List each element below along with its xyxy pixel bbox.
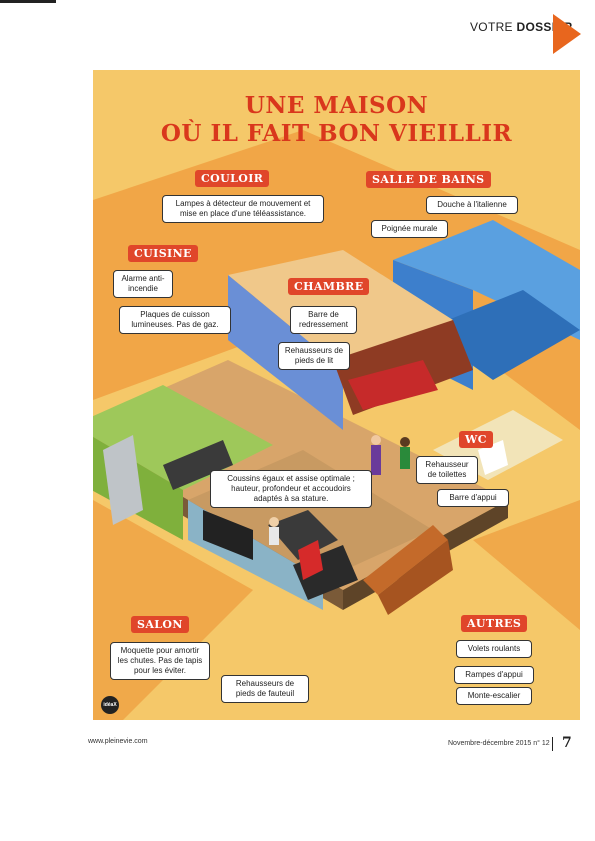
header-bold: DOSSIER bbox=[516, 20, 573, 34]
tag-cuisine: CUISINE bbox=[128, 245, 198, 262]
tag-autres: AUTRES bbox=[461, 615, 527, 632]
page-title-line1: UNE MAISON bbox=[244, 92, 429, 119]
note-rampes: Rampes d'appui bbox=[454, 666, 534, 684]
footer-divider bbox=[552, 737, 553, 751]
note-barre-appui: Barre d'appui bbox=[437, 489, 509, 507]
note-volets: Volets roulants bbox=[456, 640, 532, 658]
note-rehausseurs-lit: Rehausseurs de pieds de lit bbox=[278, 342, 350, 370]
page-number: 7 bbox=[562, 735, 572, 751]
footer-issue: Novembre-décembre 2015 n° 12 bbox=[448, 740, 550, 747]
tag-salle-de-bains: SALLE DE BAINS bbox=[366, 171, 491, 188]
note-coussins: Coussins égaux et assise optimale ; hauteur, profondeur et accoudoirs adaptés à sa stature. bbox=[210, 470, 372, 508]
note-poignee: Poignée murale bbox=[371, 220, 448, 238]
note-moquette: Moquette pour amortir les chutes. Pas de tapis pour les éviter. bbox=[110, 642, 210, 680]
illustrator-logo: idéaX bbox=[101, 696, 119, 714]
illustration-panel bbox=[93, 70, 580, 720]
tag-chambre: CHAMBRE bbox=[288, 278, 369, 295]
note-douche: Douche à l'italienne bbox=[426, 196, 518, 214]
tag-wc: WC bbox=[459, 431, 493, 448]
tag-salon: SALON bbox=[131, 616, 189, 633]
note-rehausseurs-fauteuil: Rehausseurs de pieds de fauteuil bbox=[221, 675, 309, 703]
note-lampes: Lampes à détecteur de mouvement et mise en place d'une téléassistance. bbox=[162, 195, 324, 223]
tag-couloir: COULOIR bbox=[195, 170, 269, 187]
page-title-line2: OÙ IL FAIT BON VIEILLIR bbox=[160, 120, 513, 147]
note-barre-redressement: Barre de redressement bbox=[290, 306, 357, 334]
note-rehausseur-toilettes: Rehausseur de toilettes bbox=[416, 456, 478, 484]
scan-edge bbox=[0, 0, 56, 3]
header-arrow-icon bbox=[553, 14, 581, 54]
note-monte-escalier: Monte-escalier bbox=[456, 687, 532, 705]
header-prefix: VOTRE bbox=[470, 20, 517, 34]
note-plaques: Plaques de cuisson lumineuses. Pas de gaz. bbox=[119, 306, 231, 334]
footer-website: www.pleinevie.com bbox=[88, 738, 148, 745]
note-alarme: Alarme anti-incendie bbox=[113, 270, 173, 298]
